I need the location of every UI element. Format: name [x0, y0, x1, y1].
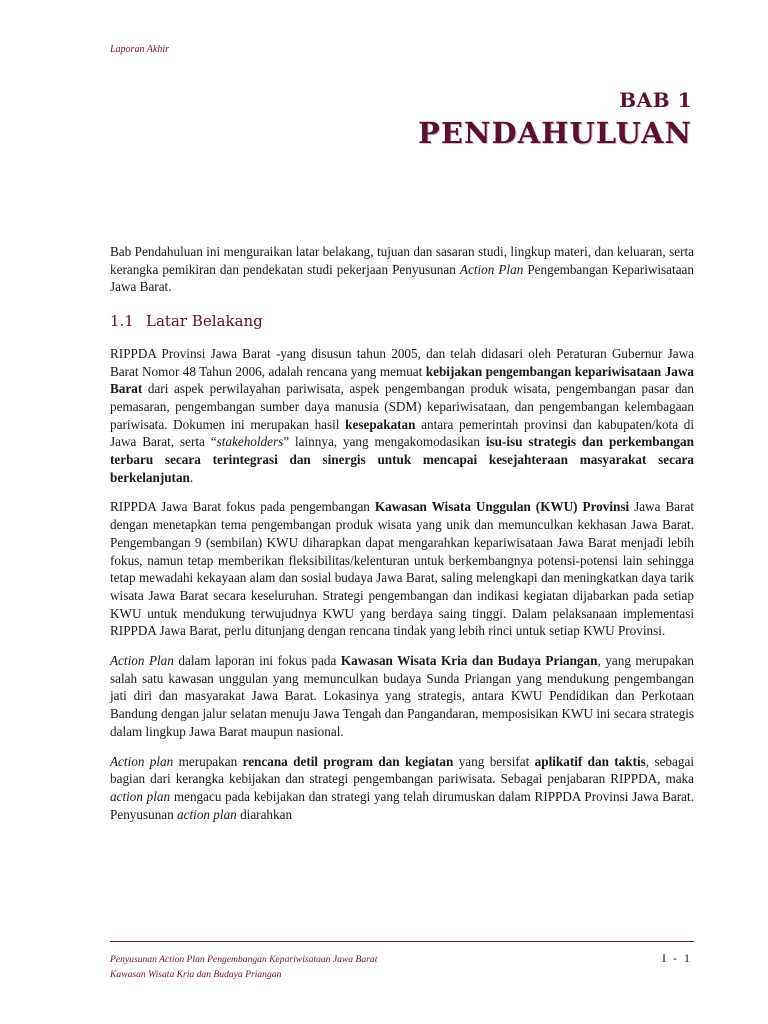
section-heading	[110, 313, 694, 331]
paragraph-rippda-fokus: RIPPDA Jawa Barat fokus pada pengembangan Kawasan Wisata Unggulan (KWU) Provinsi Jawa Barat dengan menetapkan tema pengembangan produk wisata yang unik dan memunculkan kekhasan Jawa Barat. Pengembangan 9 (sembilan) KWU diharapkan dapat mengarahkan kepariwisataan Jawa Barat menjadi lebih fokus, namun tetap memberikan fleksibilitas/kelenturan untuk berkembangnya potensi-potensi lain sehingga tetap mewadahi kekayaan alam dan sosial budaya Jawa Barat, saling melengkapi dan meningkatkan daya tarik wisata Jawa Barat secara keseluruhan. Strategi pengembangan dan indikasi kegiatan dijabarkan pada setiap KWU untuk mendukung terwujudnya KWU yang berdaya saing tinggi. Dalam pelaksanaan implementasi RIPPDA Jawa Barat, perlu ditunjang dengan rencana tindak yang lebih rinci untuk setiap KWU Provinsi.	[110, 499, 695, 639]
paragraph-action-plan-definisi: Action plan merupakan rencana detil program dan kegiatan yang bersifat aplikatif dan taktis, sebagai bagian dari kerangka kebijakan dan strategi pengembangan pariwisata. Sebagai penjabaran RIPPDA, maka action plan mengacu pada kebijakan dan strategi yang telah dirumuskan dalam RIPPDA Provinsi Jawa Barat. Penyusunan action plan diarahkan	[110, 753, 694, 822]
paragraph-rippda-provinsi: RIPPDA Provinsi Jawa Barat -yang disusun tahun 2005, dan telah didasari oleh Peraturan Gubernur Jawa Barat Nomor 48 Tahun 2006, adalah rencana yang memuat kebijakan pengembangan kepariwisataan Jawa Barat dari aspek perwilayahan pariwisata, aspek pengembangan produk wisata, pengembangan pasar dan pemasaran, pengembangan sumber daya manusia (SDM) kepariwisataan, dan pengembangan kelembagaan pariwisata. Dokumen ini merupakan hasil kesepakatan antara pemerintah provinsi dan kabupaten/kota di Jawa Barat, serta “stakeholders” lainnya, yang mengakomodasikan isu-isu strategis dan perkembangan terbaru secara terintegrasi dan sinergis untuk mencapai kesejahteraan masyarakat secara berkelanjutan.	[110, 345, 695, 485]
footer-divider	[110, 941, 694, 942]
running-header: Laporan Akhir	[110, 44, 169, 55]
footer-title	[110, 952, 377, 982]
section-number: 1.1	[110, 312, 134, 331]
chapter-title: PENDAHULUAN	[418, 116, 692, 150]
page-separator: -	[673, 951, 678, 965]
body-text	[110, 243, 694, 835]
footer-line-2: Kawasan Wisata Kria dan Budaya Priangan	[110, 969, 282, 980]
page-index: 1	[684, 951, 691, 965]
footer-line-1: Penyusunan Action Plan Pengembangan Kepariwisataan Jawa Barat	[110, 954, 378, 965]
chapter-heading	[418, 88, 692, 150]
page-number	[659, 951, 694, 966]
page-chapter: I	[662, 951, 667, 965]
intro-paragraph: Bab Pendahuluan ini menguraikan latar belakang, tujuan dan sasaran studi, lingkup materi, dan keluaran, serta kerangka pemikiran dan pendekatan studi pekerjaan Penyusunan Action Plan Pengembangan Kepariwisataan Jawa Barat.	[110, 244, 694, 295]
paragraph-action-plan-fokus: Action Plan dalam laporan ini fokus pada Kawasan Wisata Kria dan Budaya Priangan, yang merupakan salah satu kawasan unggulan yang memunculkan budaya Sunda Priangan yang mendukung pengembangan jati diri dan masyarakat Jawa Barat. Lokasinya yang strategis, antara KWU Pendidikan dan Perkotaan Bandung dengan jalur selatan menuju Jawa Tengah dan Pangandaran, memposisikan KWU ini secara strategis dalam lingkup Jawa Barat maupun nasional.	[110, 653, 695, 739]
chapter-number: BAB 1	[619, 88, 692, 112]
section-title: Latar Belakang	[146, 312, 263, 331]
